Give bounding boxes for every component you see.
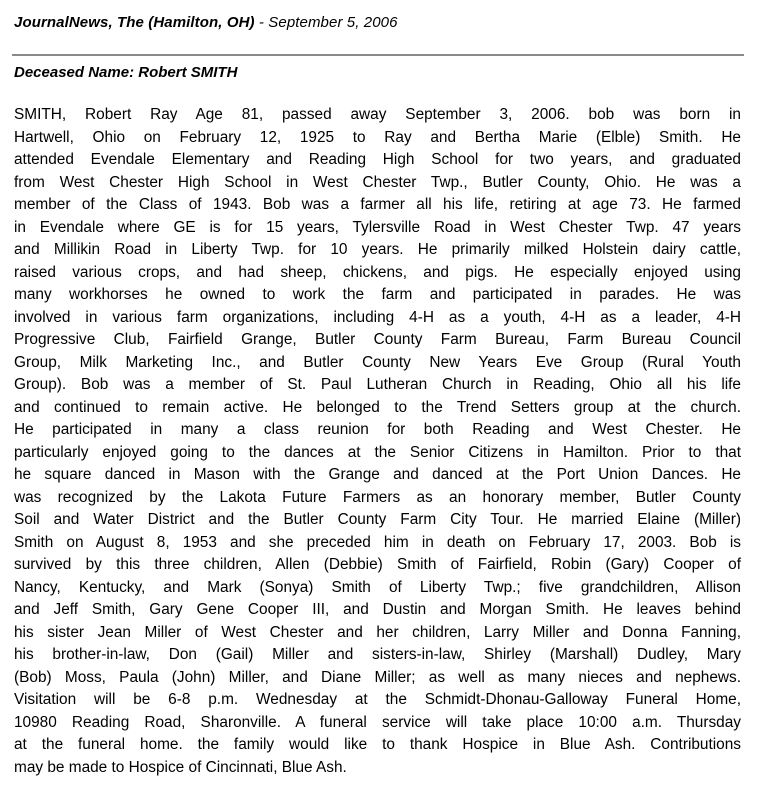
obituary-line: raised various crops, and had sheep, chickens, and pigs. He especially enjoyed using	[14, 263, 741, 281]
obituary-line: his brother-in-law, Don (Gail) Miller and sisters-in-law, Shirley (Marshall) Dudley, Mary	[14, 646, 741, 663]
obituary-line: he square danced in Mason with the Grange and danced at the Port Union Dances. He	[14, 466, 741, 483]
obituary-line: from West Chester High School in West Chester Twp., Butler County, Ohio. He was a	[14, 173, 741, 191]
obituary-line: Group, Milk Marketing Inc., and Butler County New Years Eve Group (Rural Youth	[14, 353, 741, 371]
obituary-line: was recognized by the Lakota Future Farmers as an honorary member, Butler County	[14, 488, 741, 506]
deceased-name: Deceased Name: Robert SMITH	[14, 64, 238, 81]
obituary-text	[14, 104, 741, 779]
obituary-line: and Jeff Smith, Gary Gene Cooper III, and Dustin and Morgan Smith. He leaves behind	[14, 601, 741, 618]
header-separator: -	[254, 14, 269, 31]
obituary-line: (Bob) Moss, Paula (John) Miller, and Diane Miller; as well as many nieces and nephews.	[14, 668, 741, 686]
obituary-line: 10980 Reading Road, Sharonville. A funeral service will take place 10:00 a.m. Thursday	[14, 713, 741, 731]
header-divider	[12, 54, 744, 56]
obituary-line: Nancy, Kentucky, and Mark (Sonya) Smith of Liberty Twp.; five grandchildren, Allison	[14, 578, 741, 596]
obituary-line: member of the Class of 1943. Bob was a farmer all his life, retiring at age 73. He farmed	[14, 196, 741, 213]
obituary-line: SMITH, Robert Ray Age 81, passed away September 3, 2006. bob was born in	[14, 106, 741, 123]
obituary-line: survived by this three children, Allen (Debbie) Smith of Fairfield, Robin (Gary) Cooper of	[14, 556, 741, 573]
obituary-line: his sister Jean Miller of West Chester and her children, Larry Miller and Donna Fanning,	[14, 623, 741, 641]
obituary-line: Visitation will be 6-8 p.m. Wednesday at the Schmidt-Dhonau-Galloway Funeral Home,	[14, 691, 741, 708]
obituary-line: may be made to Hospice of Cincinnati, Blue Ash.	[14, 758, 347, 776]
obituary-line: He participated in many a class reunion for both Reading and West Chester. He	[14, 421, 741, 438]
obituary-line: involved in various farm organizations, including 4-H as a youth, 4-H as a leader, 4-H	[14, 308, 741, 326]
obituary-line: Progressive Club, Fairfield Grange, Butler County Farm Bureau, Farm Bureau Council	[14, 331, 741, 348]
obituary-line: Smith on August 8, 1953 and she preceded him in death on February 17, 2003. Bob is	[14, 533, 741, 551]
obituary-line: many workhorses he owned to work the farm and participated in parades. He was	[14, 286, 741, 303]
obituary-line: Soil and Water District and the Butler County Farm City Tour. He married Elaine (Miller)	[14, 511, 741, 528]
obituary-line: and continued to remain active. He belonged to the Trend Setters group at the church.	[14, 398, 741, 416]
obituary-line: Group). Bob was a member of St. Paul Lutheran Church in Reading, Ohio all his life	[14, 376, 741, 393]
publication-name: JournalNews, The (Hamilton, OH)	[14, 14, 255, 31]
obituary-line: particularly enjoyed going to the dances at the Senior Citizens in Hamilton. Prior to that	[14, 443, 741, 461]
obituary-line: attended Evendale Elementary and Reading High School for two years, and graduated	[14, 151, 741, 168]
publication-header	[14, 14, 398, 31]
obituary-line: at the funeral home. the family would like to thank Hospice in Blue Ash. Contributions	[14, 736, 741, 753]
obituary-line: and Millikin Road in Liberty Twp. for 10 years. He primarily milked Holstein dairy cattle,	[14, 241, 741, 258]
obituary-line: Hartwell, Ohio on February 12, 1925 to Ray and Bertha Marie (Elble) Smith. He	[14, 128, 741, 146]
obituary-line: in Evendale where GE is for 15 years, Tylersville Road in West Chester Twp. 47 years	[14, 218, 741, 236]
publication-date: September 5, 2006	[268, 14, 398, 31]
